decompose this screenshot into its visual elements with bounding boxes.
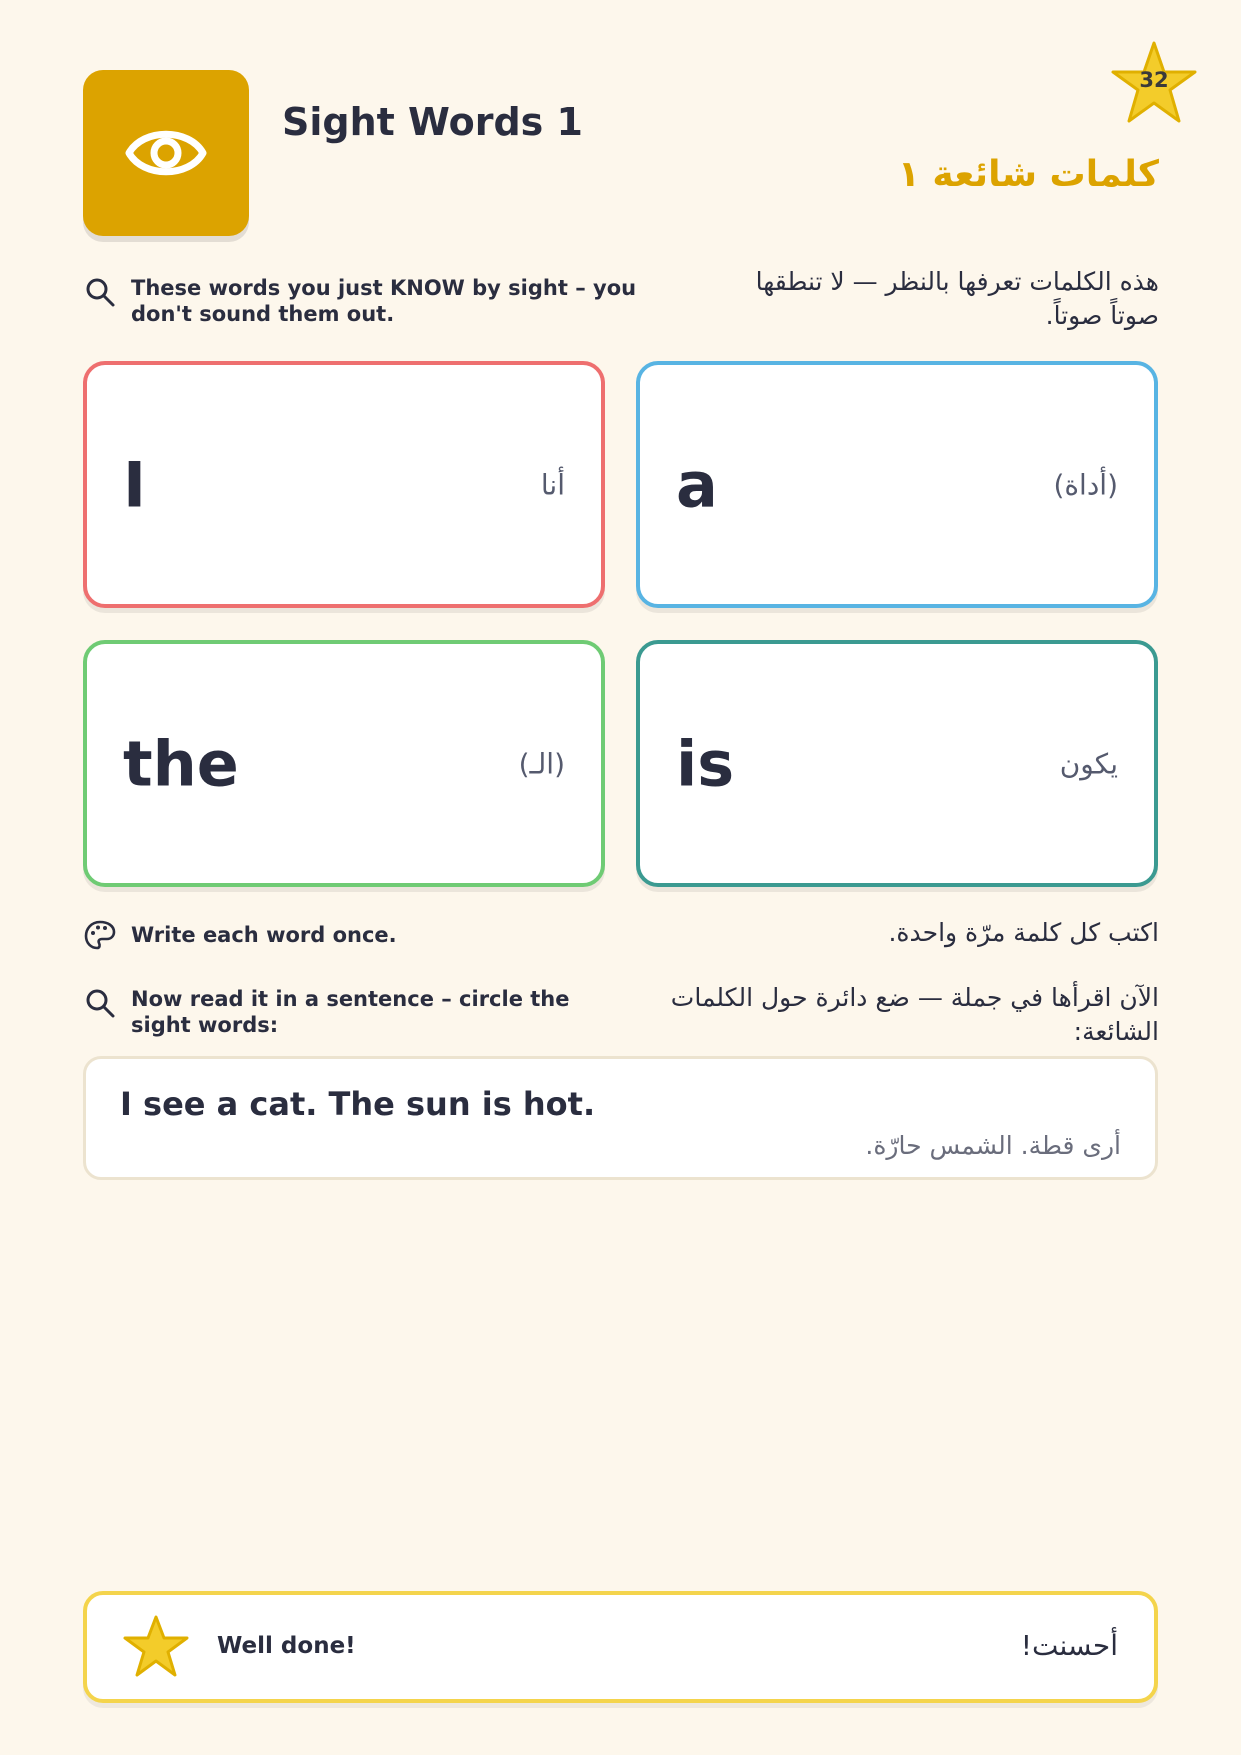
card-word: a [676,448,718,521]
palette-icon [83,918,117,952]
card-word: is [676,727,735,800]
intro-text-en: These words you just KNOW by sight – you don't sound them out. [131,276,637,326]
word-card-a [636,361,1158,608]
card-translation: أنا [540,468,565,501]
read-text-en: Now read it in a sentence – circle the sight words: [131,987,570,1037]
word-card-the [83,640,605,887]
page-title-arabic: كلمات شائعة ١ [897,154,1159,195]
word-card-is [636,640,1158,887]
footer-text-ar: أحسنت! [1020,1629,1118,1662]
eye-icon [125,122,207,184]
page-number-badge [1109,40,1199,126]
read-instruction [83,986,603,1038]
read-text-ar: الآن اقرأها في جملة — ضع دائرة حول الكلمات الشائعة: [670,983,1159,1046]
card-word: the [123,727,239,800]
card-translation: (أداة) [1053,468,1118,501]
sentence-box [83,1056,1158,1180]
intro-instruction [83,275,643,327]
search-icon [83,275,117,309]
star-icon [123,1615,189,1679]
write-text-en: Write each word once. [131,923,397,947]
well-done-banner [83,1591,1158,1703]
card-translation: (الـ) [518,747,565,780]
page-title: Sight Words 1 [282,100,583,144]
intro-text-ar: هذه الكلمات تعرفها بالنظر — لا تنطقها صوتاً صوتاً. [755,267,1159,330]
sentence-en: I see a cat. The sun is hot. [120,1085,596,1123]
page-number: 32 [1139,68,1169,92]
write-instruction [83,918,643,952]
card-translation: يكون [1059,747,1118,780]
header-eye-tile [83,70,249,236]
word-card-i [83,361,605,608]
sentence-ar: أرى قطة. الشمس حارّة. [865,1131,1121,1160]
footer-text-en: Well done! [217,1633,356,1659]
write-text-ar: اكتب كل كلمة مرّة واحدة. [888,918,1159,947]
card-word: I [123,448,147,521]
search-icon [83,986,117,1020]
